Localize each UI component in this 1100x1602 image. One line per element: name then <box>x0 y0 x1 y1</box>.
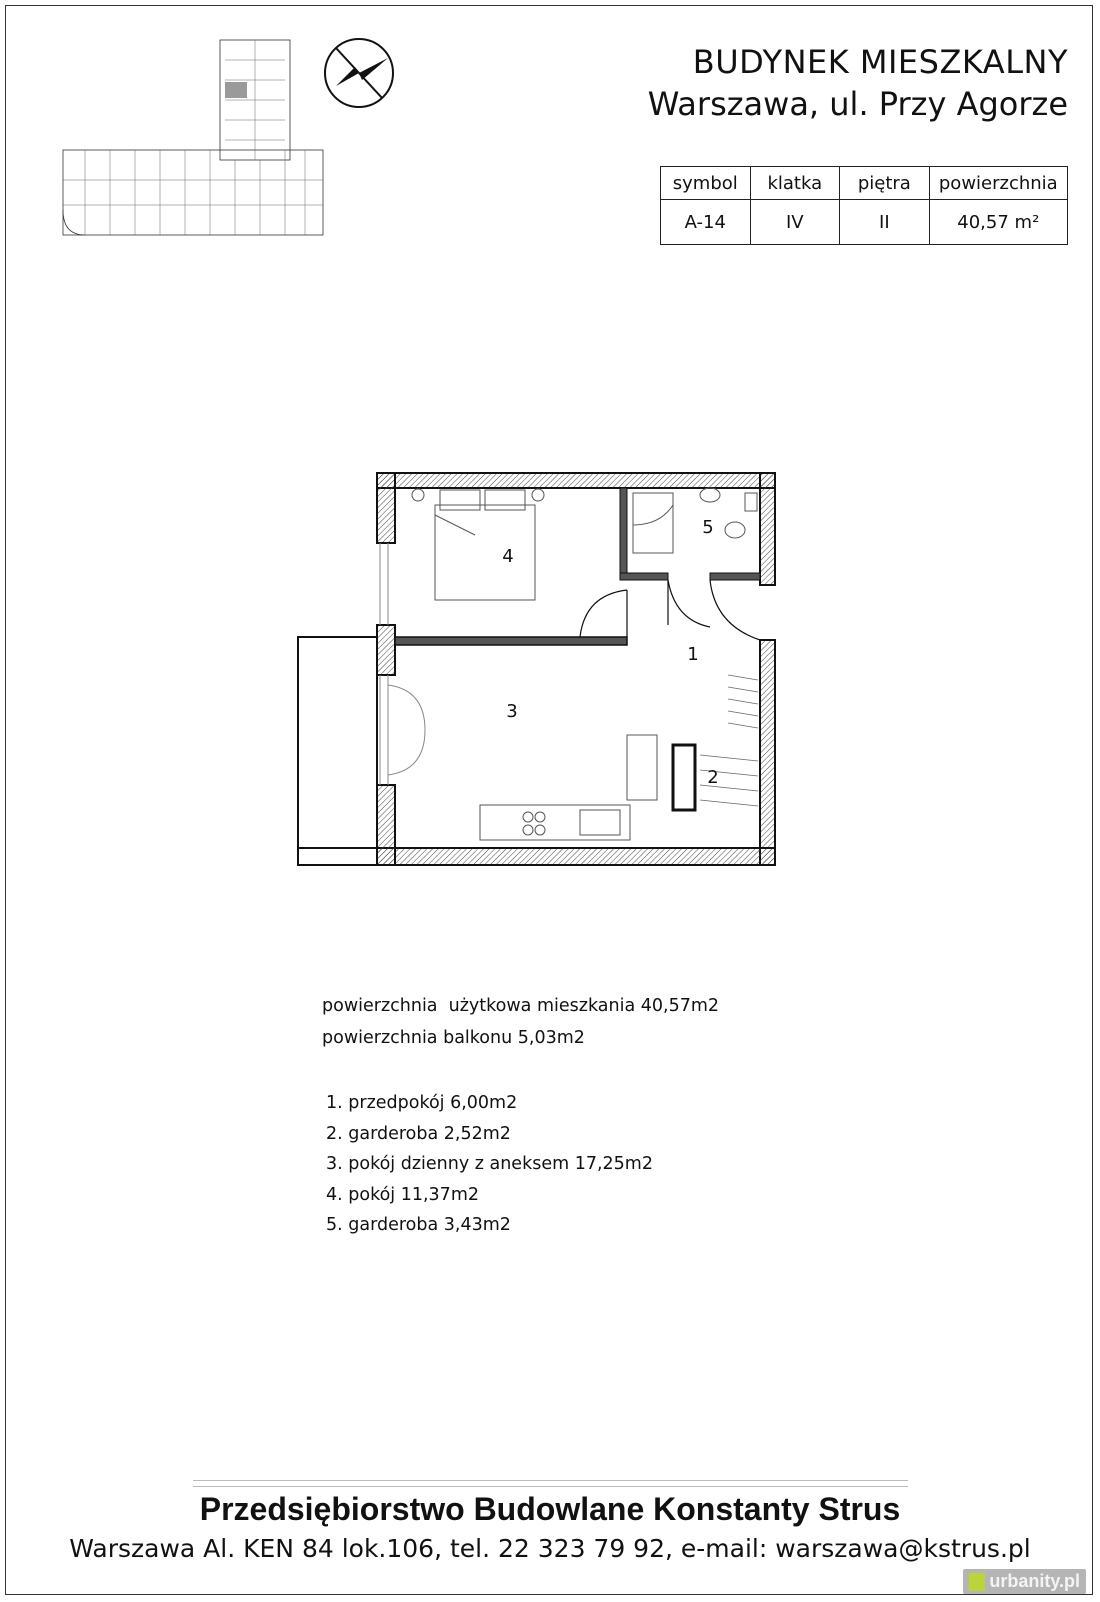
table-header-row <box>661 167 1068 200</box>
room-label-2: 2 <box>707 767 719 788</box>
watermark-text: urbanity.pl <box>989 1571 1080 1591</box>
room-label-4: 4 <box>502 546 514 567</box>
value-pietra: II <box>840 200 930 245</box>
table-row <box>661 200 1068 245</box>
room-label-5: 5 <box>702 517 714 538</box>
apartment-info-table <box>660 166 1068 245</box>
list-item: 4. pokój 11,37m2 <box>326 1184 479 1205</box>
site-plan-thumbnail <box>55 30 335 245</box>
watermark <box>963 1569 1086 1594</box>
footer-divider <box>193 1480 908 1487</box>
urbanity-logo-icon <box>969 1573 985 1591</box>
building-title <box>648 42 1068 126</box>
walls <box>377 473 775 865</box>
header-powierzchnia: powierzchnia <box>929 167 1067 200</box>
title-address: Warszawa, ul. Przy Agorze <box>647 85 1068 123</box>
room-list <box>326 1088 653 1241</box>
room-label-1: 1 <box>687 644 699 665</box>
list-item: 3. pokój dzienny z aneksem 17,25m2 <box>326 1154 653 1174</box>
usable-area: powierzchnia użytkowa mieszkania 40,57m2 <box>322 996 720 1016</box>
company-name: Przedsiębiorstwo Budowlane Konstanty Strus <box>199 1491 901 1527</box>
kitchen-counter <box>480 735 657 840</box>
header-klatka: klatka <box>750 167 840 200</box>
list-item: 1. przedpokój 6,00m2 <box>326 1093 518 1113</box>
company-contact: Warszawa Al. KEN 84 lok.106, tel. 22 323 79 92, e-mail: warszawa@kstrus.pl <box>69 1534 1031 1563</box>
compass-icon <box>322 36 396 110</box>
apartment-floor-plan <box>290 465 800 885</box>
value-klatka: IV <box>750 200 840 245</box>
area-summary <box>322 990 719 1054</box>
list-item: 2. garderoba 2,52m2 <box>326 1123 511 1144</box>
list-item: 5. garderoba 3,43m2 <box>326 1215 511 1235</box>
header-symbol: symbol <box>661 167 751 200</box>
balcony <box>298 637 377 857</box>
bed <box>412 489 544 600</box>
balcony-area: powierzchnia balkonu 5,03m2 <box>322 1028 585 1048</box>
value-powierzchnia: 40,57 m² <box>929 200 1067 245</box>
value-symbol: A-14 <box>661 200 751 245</box>
doors <box>580 580 760 640</box>
title-building-type: BUDYNEK MIESZKALNY <box>692 43 1068 81</box>
header-pietra: piętra <box>840 167 930 200</box>
bathroom-fixtures <box>633 488 757 553</box>
room-label-3: 3 <box>506 701 518 722</box>
